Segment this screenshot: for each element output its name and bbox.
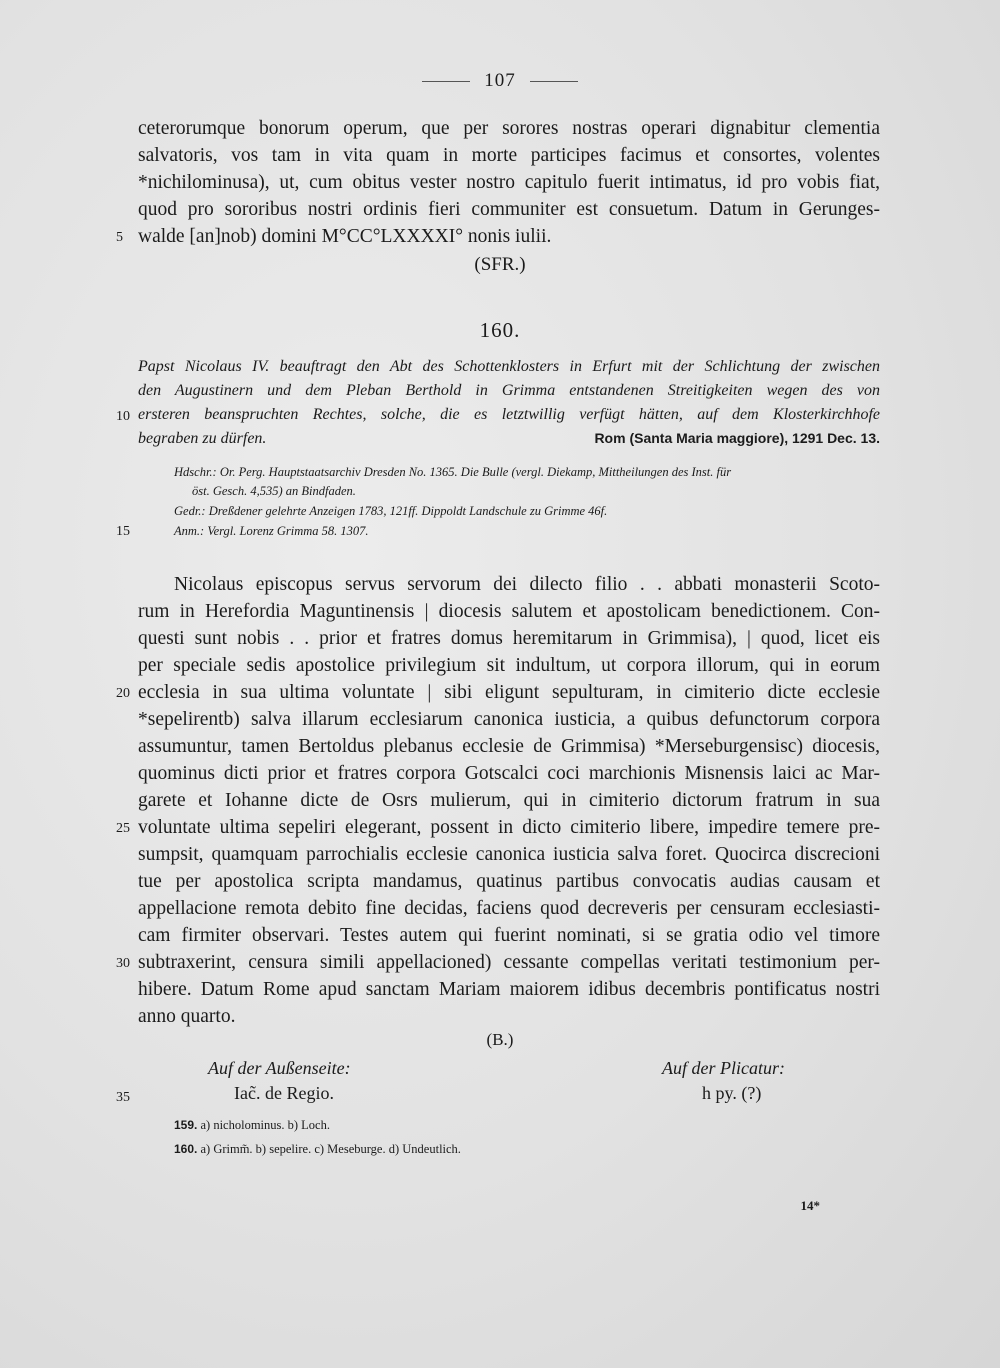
- text-line: questi sunt nobis . . prior et fratres domus heremitarum in Grimmisa), | quod, licet eis: [138, 628, 880, 649]
- line-number: 35: [116, 1090, 130, 1105]
- place-date: Rom (Santa Maria maggiore), 1291 Dec. 13.: [594, 430, 880, 446]
- endorsement-outside-value: Iac̃. de Regio.: [234, 1083, 334, 1103]
- prev-seal-mark: (SFR.): [474, 254, 526, 275]
- text-line: cam firmiter observari. Testes autem qui fuerint nominati, si se gratia odio vel timore: [138, 925, 880, 946]
- footnote-159: [174, 1116, 330, 1134]
- text-line: hibere. Datum Rome apud sanctam Mariam maiorem idibus decembris pontificatus nostri: [138, 979, 880, 1000]
- text-line: rum in Herefordia Maguntinensis | diocesis salutem et apostolicam benedictionem. Con-: [138, 601, 880, 622]
- text-line: quominus dicti prior et fratres corpora Gotscalci coci marchionis Misnensis laici ac Mar-: [138, 763, 880, 784]
- seal-mark: (B.): [486, 1030, 514, 1049]
- regest-line: ersteren beanspruchten Rechtes, solche, die es letztwillig verfügt hätten, auf dem Klosterkirchhofe: [138, 406, 880, 423]
- footnote-text: a) Grimm̃. b) sepelire. c) Meseburge. d) Undeutlich.: [200, 1142, 461, 1156]
- endorsement-plicatur: [662, 1056, 785, 1106]
- text-line: appellacione remota debito fine decidas, faciens quod decreveris per censuram ecclesiasti-: [138, 898, 880, 919]
- text-line: subtraxerint, censura simili appellacioned) cessante compellas veritati testimonium per-: [138, 952, 880, 973]
- footnote-text: a) nicholominus. b) Loch.: [200, 1118, 330, 1132]
- text-line: Nicolaus episcopus servus servorum dei dilecto filio . . abbati monasterii Scoto-: [174, 574, 880, 595]
- archival-note: öst. Gesch. 4,535) an Bindfaden.: [192, 484, 356, 498]
- text-line: anno quarto.: [138, 1006, 236, 1027]
- text-line: voluntate ultima sepeliri elegerant, possent in dicto cimiterio libere, impedire temere pre-: [138, 817, 880, 838]
- line-number: 5: [116, 230, 123, 245]
- page-header: [0, 70, 1000, 92]
- text-line: per speciale sedis apostolice privilegium sit indultum, ut corpora illorum, qui in eorum: [138, 655, 880, 676]
- line-number: 25: [116, 821, 130, 836]
- endorsement-plicatur-value: h py. (?): [702, 1083, 762, 1103]
- prev-text-line: walde [an]nob) domini M°CC°LXXXXI° nonis iulii.: [138, 226, 552, 247]
- archival-note: Hdschr.: Or. Perg. Hauptstaatsarchiv Dresden No. 1365. Die Bulle (vergl. Diekamp, Mittheilungen des Inst. für: [174, 465, 732, 479]
- prev-text-line: ceterorumque bonorum operum, que per sorores nostras operari dignabitur clementia: [138, 118, 880, 139]
- signature-mark: 14*: [800, 1198, 820, 1213]
- footnote-number: 160.: [174, 1142, 198, 1156]
- text-line: sumpsit, quamquam parrochialis ecclesie canonica iusticia salva foret. Quocirca discrecioni: [138, 844, 880, 865]
- endorsement-outside-label: Auf der Außenseite:: [208, 1058, 351, 1078]
- prev-text-line: quod pro sororibus nostri ordinis fieri communiter est consuetum. Datum in Gerunges-: [138, 199, 880, 220]
- text-line: assumuntur, tamen Bertoldus plebanus ecclesie de Grimmisa) *Merseburgensisc) diocesis,: [138, 736, 880, 757]
- endorsement-outside: [208, 1056, 351, 1106]
- regest-line: begraben zu dürfen.: [138, 430, 267, 447]
- document-number: 160.: [479, 318, 521, 342]
- header-rule-left: [422, 81, 470, 82]
- line-number: 30: [116, 956, 130, 971]
- text-line: tue per apostolica scripta mandamus, quatinus partibus convocatis audias causam et: [138, 871, 880, 892]
- text-line: *sepelirentb) salva illarum ecclesiarum canonica iusticia, a quibus defunctorum corpora: [138, 709, 880, 730]
- prev-text-line: salvatoris, vos tam in vita quam in morte participes facimus et consortes, volentes: [138, 145, 880, 166]
- prev-text-line: *nichilominusa), ut, cum obitus vester nostro capitulo fuerit intimatus, id pro vobis fiat,: [138, 172, 880, 193]
- line-number: 10: [116, 409, 130, 424]
- regest-line: den Augustinern und dem Pleban Berthold in Grimma entstandenen Streitigkeiten wegen des von: [138, 382, 880, 399]
- footnote-number: 159.: [174, 1118, 198, 1132]
- archival-note: Anm.: Vergl. Lorenz Grimma 58. 1307.: [174, 524, 369, 538]
- endorsement-plicatur-label: Auf der Plicatur:: [662, 1058, 785, 1078]
- text-line: ecclesia in sua ultima voluntate | sibi eligunt sepulturam, in cimiterio dicte ecclesie: [138, 682, 880, 703]
- archival-note: Gedr.: Dreßdener gelehrte Anzeigen 1783, 121ff. Dippoldt Landschule zu Grimme 46f.: [174, 504, 608, 518]
- footnote-160: [174, 1140, 461, 1158]
- regest-line: Papst Nicolaus IV. beauftragt den Abt des Schottenklosters in Erfurt mit der Schlichtung der zwischen: [138, 358, 880, 375]
- header-rule-right: [530, 81, 578, 82]
- page-number: 107: [484, 70, 516, 91]
- text-line: garete et Iohanne dicte de Osrs mulierum, qui in cimiterio dictorum fratrum in sua: [138, 790, 880, 811]
- line-number: 15: [116, 524, 130, 539]
- line-number: 20: [116, 686, 130, 701]
